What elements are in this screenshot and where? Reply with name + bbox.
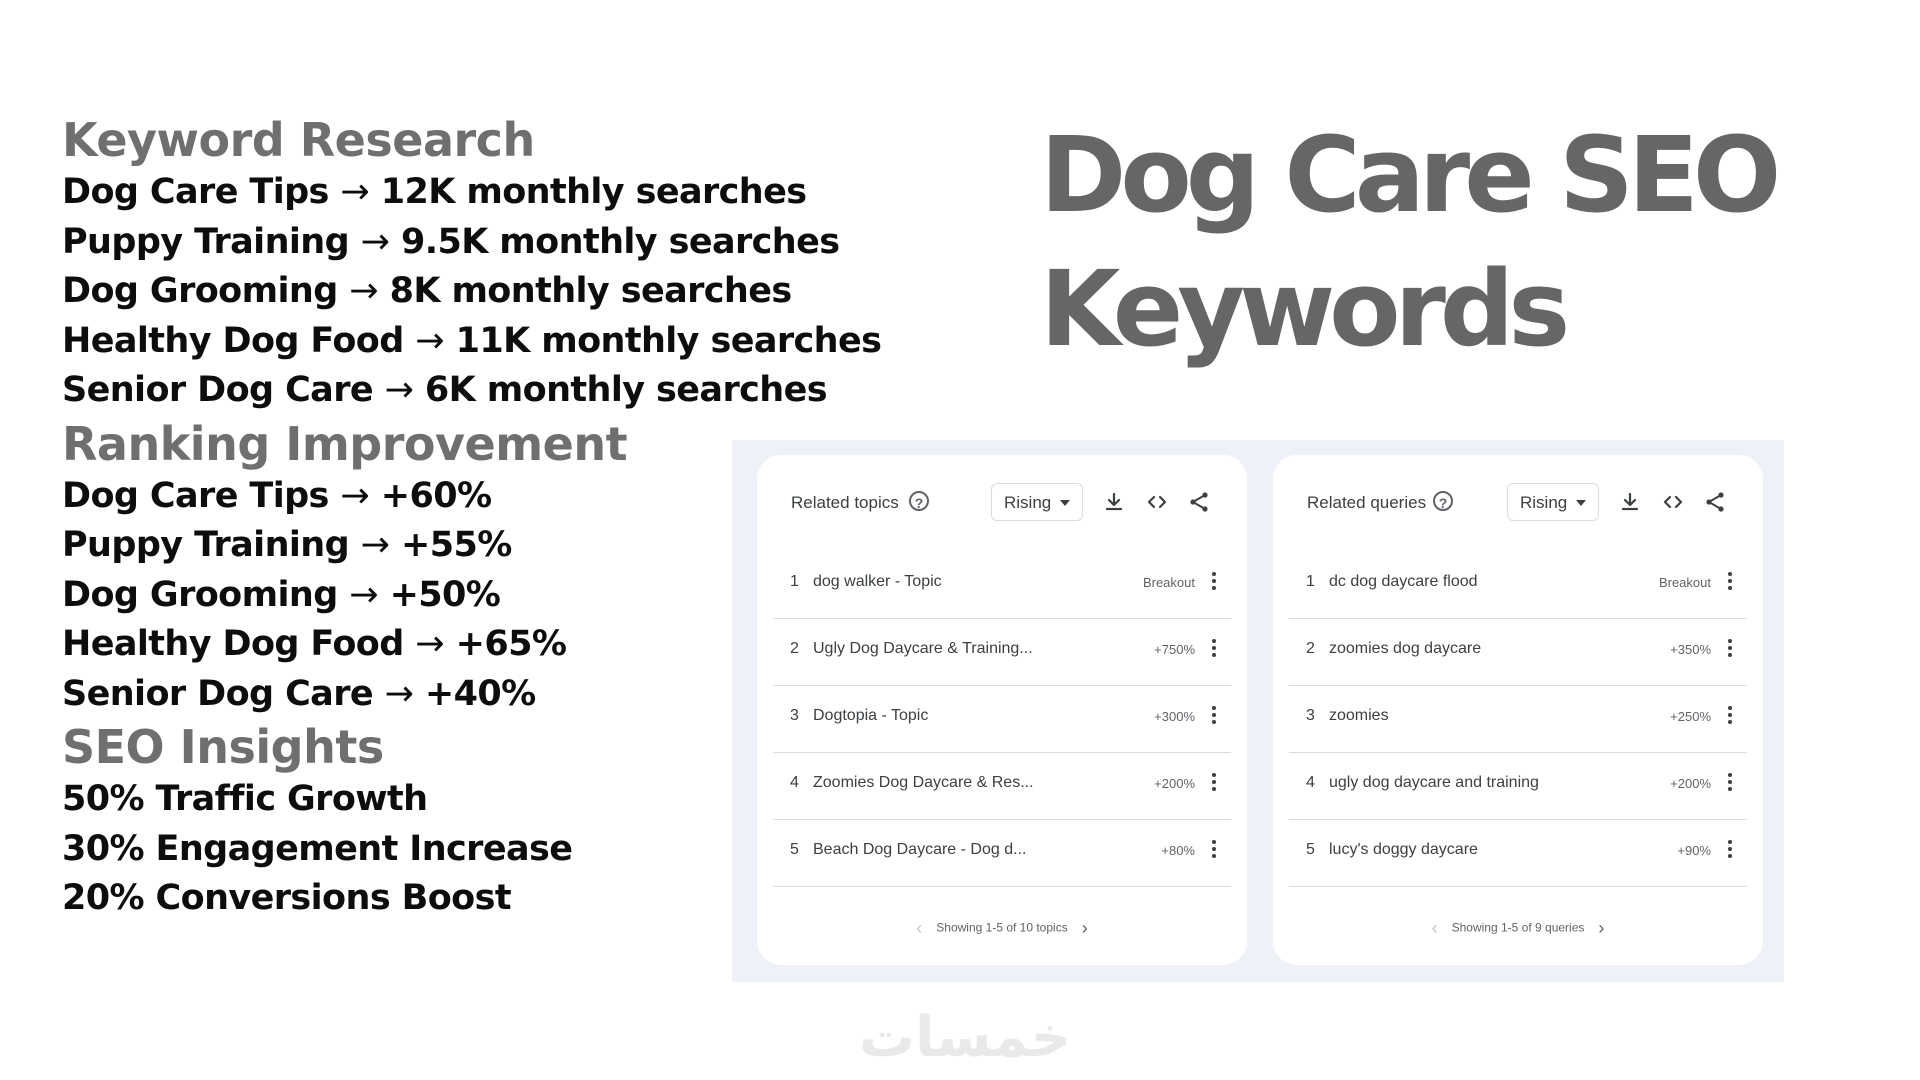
- ranking-label: Puppy Training: [62, 525, 350, 565]
- ranking-label: Dog Grooming: [62, 574, 338, 615]
- more-vert-icon[interactable]: [1211, 840, 1217, 862]
- list-item[interactable]: [1289, 552, 1747, 619]
- term[interactable]: dog walker - Topic: [813, 573, 942, 590]
- arrow-icon: →: [415, 624, 444, 664]
- term[interactable]: lucy's doggy daycare: [1329, 841, 1478, 858]
- share-icon[interactable]: [1187, 490, 1211, 514]
- keyword-line: [62, 168, 962, 218]
- page-title-line-1: Dog Care SEO: [1040, 114, 1776, 236]
- term[interactable]: Dogtopia - Topic: [813, 707, 929, 724]
- term[interactable]: Ugly Dog Daycare & Training...: [813, 640, 1033, 657]
- chevron-left-icon[interactable]: ‹: [1431, 918, 1438, 938]
- rise-value: +90%: [1677, 843, 1711, 858]
- more-vert-icon[interactable]: [1727, 840, 1733, 862]
- rank: 2: [1306, 640, 1315, 657]
- arrow-icon: →: [360, 525, 390, 565]
- seo-insights-heading: SEO Insights: [62, 720, 384, 774]
- page-title: [1040, 108, 1775, 376]
- card-header: [1273, 483, 1763, 523]
- ranking-label: Dog Care Tips: [62, 475, 329, 516]
- more-vert-icon[interactable]: [1211, 572, 1217, 594]
- keyword-value: 11K monthly searches: [455, 320, 882, 361]
- related-topics-list: [773, 552, 1231, 887]
- keyword-label: Senior Dog Care: [62, 370, 373, 410]
- rising-dropdown-label: Rising: [1004, 493, 1052, 512]
- ranking-label: Healthy Dog Food: [62, 624, 404, 664]
- help-icon[interactable]: ?: [1433, 491, 1453, 511]
- arrow-icon: →: [415, 320, 444, 361]
- rise-value: +300%: [1154, 709, 1195, 724]
- embed-code-icon[interactable]: [1661, 490, 1685, 514]
- embed-code-icon[interactable]: [1145, 490, 1169, 514]
- list-item[interactable]: [1289, 619, 1747, 686]
- keyword-label: Puppy Training: [62, 221, 350, 262]
- ranking-improvement-heading: Ranking Improvement: [62, 416, 628, 471]
- keyword-label: Dog Grooming: [62, 271, 338, 311]
- term[interactable]: Beach Dog Daycare - Dog d...: [813, 841, 1027, 858]
- rank: 3: [1306, 707, 1315, 724]
- rise-value: Breakout: [1658, 575, 1711, 590]
- share-icon[interactable]: [1703, 490, 1727, 514]
- ranking-value: +55%: [401, 525, 512, 565]
- keyword-label: Dog Care Tips: [62, 172, 329, 212]
- rising-dropdown[interactable]: [991, 483, 1083, 521]
- arrow-icon: →: [340, 172, 370, 212]
- list-item[interactable]: [773, 552, 1231, 619]
- rise-value: +750%: [1154, 642, 1195, 657]
- insight-line: 50% Traffic Growth: [62, 779, 428, 819]
- download-icon[interactable]: [1102, 490, 1126, 514]
- card-title: Related queries: [1307, 493, 1427, 512]
- rank: 5: [790, 841, 799, 858]
- list-item[interactable]: [1289, 686, 1747, 753]
- pagination-text: Showing 1-5 of 10 topics: [936, 920, 1068, 935]
- page-title-line-2: Keywords: [1040, 248, 1565, 370]
- keyword-research-heading: Keyword Research: [62, 113, 535, 167]
- rise-value: +80%: [1161, 843, 1195, 858]
- keyword-line: [62, 218, 962, 268]
- chevron-left-icon[interactable]: ‹: [916, 918, 923, 938]
- term[interactable]: zoomies: [1329, 707, 1389, 724]
- list-item[interactable]: [773, 619, 1231, 686]
- arrow-icon: →: [349, 574, 378, 615]
- pagination-text: Showing 1-5 of 9 queries: [1451, 920, 1585, 935]
- list-item[interactable]: [773, 820, 1231, 887]
- arrow-icon: →: [349, 271, 378, 311]
- chevron-right-icon[interactable]: ›: [1598, 918, 1605, 938]
- ranking-label: Senior Dog Care: [62, 673, 373, 714]
- ranking-value: +40%: [424, 673, 536, 714]
- rank: 4: [790, 774, 799, 791]
- keyword-value: 9.5K monthly searches: [401, 221, 840, 262]
- rank: 1: [790, 573, 799, 590]
- ranking-value: +50%: [389, 574, 501, 615]
- rising-dropdown[interactable]: [1507, 483, 1599, 521]
- arrow-icon: →: [384, 370, 414, 410]
- keyword-value: 6K monthly searches: [424, 370, 827, 410]
- keyword-value: 8K monthly searches: [389, 271, 792, 311]
- rise-value: +200%: [1670, 776, 1711, 791]
- rank: 1: [1306, 573, 1315, 590]
- term[interactable]: zoomies dog daycare: [1329, 640, 1482, 657]
- related-topics-card: [757, 455, 1247, 965]
- card-title: Related topics: [791, 493, 899, 512]
- more-vert-icon[interactable]: [1211, 706, 1217, 728]
- more-vert-icon[interactable]: [1211, 773, 1217, 795]
- rising-dropdown-label: Rising: [1520, 493, 1568, 512]
- list-item[interactable]: [773, 686, 1231, 753]
- more-vert-icon[interactable]: [1727, 773, 1733, 795]
- rank: 2: [790, 640, 799, 657]
- more-vert-icon[interactable]: [1727, 639, 1733, 661]
- insight-line: 30% Engagement Increase: [62, 828, 573, 869]
- arrow-icon: →: [384, 673, 414, 714]
- related-queries-list: [1289, 552, 1747, 887]
- list-item[interactable]: [1289, 820, 1747, 887]
- trends-screenshot: [732, 440, 1784, 982]
- keyword-label: Healthy Dog Food: [62, 320, 404, 361]
- caret-down-icon: [1060, 500, 1070, 506]
- arrow-icon: →: [360, 221, 390, 262]
- ranking-value: +60%: [380, 475, 492, 516]
- term[interactable]: ugly dog daycare and training: [1329, 774, 1539, 791]
- list-item[interactable]: [773, 753, 1231, 820]
- insight-line: 20% Conversions Boost: [62, 878, 511, 918]
- pagination: [1273, 918, 1763, 939]
- download-icon[interactable]: [1618, 490, 1642, 514]
- caret-down-icon: [1576, 500, 1586, 506]
- rank: 4: [1306, 774, 1315, 791]
- help-icon[interactable]: ?: [909, 491, 929, 511]
- more-vert-icon[interactable]: [1211, 639, 1217, 661]
- rank: 5: [1306, 841, 1315, 858]
- more-vert-icon[interactable]: [1727, 572, 1733, 594]
- arrow-icon: →: [340, 475, 370, 516]
- list-item[interactable]: [1289, 753, 1747, 820]
- chevron-right-icon[interactable]: ›: [1081, 918, 1088, 938]
- pagination: [757, 918, 1247, 939]
- keyword-value: 12K monthly searches: [380, 172, 807, 212]
- related-queries-card: [1273, 455, 1763, 965]
- rise-value: Breakout: [1142, 575, 1195, 590]
- rise-value: +200%: [1154, 776, 1195, 791]
- watermark-logo: خمسات: [858, 1005, 1072, 1070]
- keyword-line: [62, 366, 962, 416]
- term[interactable]: Zoomies Dog Daycare & Res...: [813, 774, 1034, 791]
- rise-value: +350%: [1670, 642, 1711, 657]
- rank: 3: [790, 707, 799, 724]
- rise-value: +250%: [1670, 709, 1711, 724]
- keyword-line: [62, 267, 962, 317]
- keyword-line: [62, 317, 962, 367]
- ranking-value: +65%: [455, 624, 567, 664]
- more-vert-icon[interactable]: [1727, 706, 1733, 728]
- card-header: [757, 483, 1247, 523]
- term[interactable]: dc dog daycare flood: [1329, 573, 1478, 590]
